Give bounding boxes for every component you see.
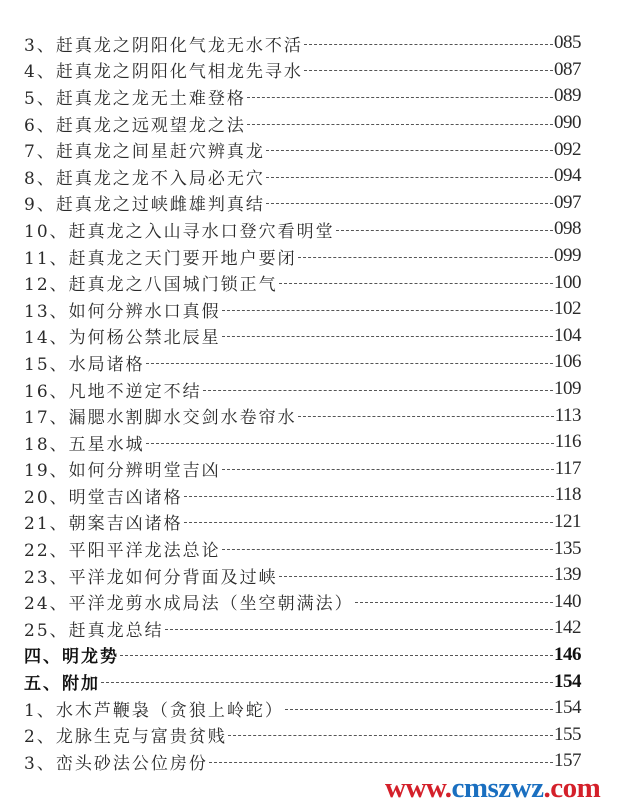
dot-leader [279, 283, 553, 284]
dot-leader [266, 177, 553, 178]
toc-entry [24, 216, 581, 243]
dot-leader [222, 549, 553, 550]
dot-leader [247, 124, 553, 125]
toc-entry [24, 349, 581, 376]
toc-entry-page: 109 [554, 378, 581, 400]
toc-entry-title: 3、赶真龙之阴阳化气龙无水不活 [24, 35, 303, 56]
toc-entry-page: 085 [554, 32, 581, 54]
toc-entry [24, 243, 581, 270]
toc-entry-title: 21、朝案吉凶诸格 [24, 514, 183, 535]
toc-entry [24, 376, 581, 403]
toc-entry [24, 642, 581, 669]
toc-entry-page: 146 [554, 643, 581, 665]
toc-entry-title: 9、赶真龙之过峡雌雄判真结 [24, 195, 265, 216]
toc-entry-page: 098 [554, 218, 581, 240]
toc-entry [24, 615, 581, 642]
toc-entry-title: 1、水木芦鞭袅（贪狼上岭蛇） [24, 700, 284, 721]
toc-entry-title: 7、赶真龙之间星赶穴辨真龙 [24, 142, 265, 163]
dot-leader [266, 203, 553, 204]
toc-entry-title: 2、龙脉生克与富贵贫贱 [24, 727, 227, 748]
toc-entry [24, 296, 581, 323]
dot-leader [120, 655, 553, 656]
dot-leader [165, 629, 553, 630]
dot-leader [304, 70, 553, 71]
toc-entry [24, 721, 581, 748]
toc-entry-title: 24、平洋龙剪水成局法（坐空朝满法） [24, 594, 354, 615]
toc-entry [24, 136, 581, 163]
dot-leader [266, 150, 553, 151]
toc-entry [24, 57, 581, 84]
toc-entry-page: 154 [554, 670, 581, 692]
toc-entry-title: 20、明堂吉凶诸格 [24, 487, 183, 508]
dot-leader [298, 257, 553, 258]
toc-entry [24, 668, 581, 695]
dot-leader [184, 496, 554, 497]
toc-entry-title: 四、明龙势 [24, 647, 119, 668]
dot-leader [228, 735, 553, 736]
toc-entry-title: 17、漏腮水割脚水交剑水卷帘水 [24, 408, 297, 429]
toc-entry-page: 087 [554, 58, 581, 80]
toc-entry [24, 323, 581, 350]
toc-entry-page: 094 [554, 165, 581, 187]
toc-entry [24, 190, 581, 217]
watermark-suffix: .com [543, 772, 601, 804]
toc-entry-page: 142 [554, 617, 581, 639]
toc-entry [24, 562, 581, 589]
toc-entry [24, 588, 581, 615]
toc-entry-title: 22、平阳平洋龙法总论 [24, 541, 221, 562]
toc-entry-page: 100 [554, 271, 581, 293]
dot-leader [285, 709, 553, 710]
dot-leader [279, 576, 553, 577]
toc-entry [24, 535, 581, 562]
toc-entry-title: 五、附加 [24, 674, 100, 695]
toc-entry-page: 104 [554, 324, 581, 346]
toc-entry-title: 14、为何杨公禁北辰星 [24, 328, 221, 349]
dot-leader [355, 602, 553, 603]
toc-entry-page: 099 [554, 245, 581, 267]
dot-leader [184, 522, 553, 523]
toc-entry-page: 154 [554, 697, 581, 719]
watermark-prefix: www. [385, 772, 452, 804]
dot-leader [101, 682, 553, 683]
toc-entry-title: 18、五星水城 [24, 434, 145, 455]
toc-entry-title: 13、如何分辨水口真假 [24, 301, 221, 322]
toc-entry-page: 117 [554, 457, 581, 479]
table-of-contents [24, 30, 581, 775]
toc-entry-title: 11、赶真龙之天门要开地户要闭 [24, 248, 297, 269]
toc-entry-page: 118 [554, 484, 581, 506]
dot-leader [209, 762, 553, 763]
toc-entry [24, 456, 581, 483]
toc-entry-title: 8、赶真龙之龙不入局必无穴 [24, 168, 265, 189]
toc-entry-title: 6、赶真龙之远观望龙之法 [24, 115, 246, 136]
dot-leader [222, 336, 553, 337]
toc-entry-title: 4、赶真龙之阴阳化气相龙先寻水 [24, 62, 303, 83]
dot-leader [203, 390, 553, 391]
toc-entry-page: 155 [554, 723, 581, 745]
toc-entry-title: 25、赶真龙总结 [24, 620, 164, 641]
watermark-name: cmszwz [451, 772, 544, 804]
dot-leader [247, 97, 553, 98]
toc-entry [24, 402, 581, 429]
dot-leader [222, 469, 554, 470]
toc-entry-page: 113 [554, 404, 581, 426]
toc-entry-page: 089 [554, 85, 581, 107]
toc-entry-title: 3、峦头砂法公位房份 [24, 753, 208, 774]
toc-entry [24, 509, 581, 536]
toc-entry [24, 429, 581, 456]
toc-entry-page: 121 [554, 510, 581, 532]
toc-entry-page: 102 [554, 298, 581, 320]
watermark [385, 772, 600, 805]
toc-entry [24, 748, 581, 775]
toc-entry-title: 16、凡地不逆定不结 [24, 381, 202, 402]
toc-entry-page: 116 [554, 431, 581, 453]
toc-entry [24, 83, 581, 110]
toc-entry-page: 139 [554, 564, 581, 586]
toc-entry [24, 30, 581, 57]
toc-entry-page: 140 [554, 590, 581, 612]
dot-leader [298, 416, 554, 417]
toc-entry-title: 23、平洋龙如何分背面及过峡 [24, 567, 278, 588]
toc-entry-page: 106 [554, 351, 581, 373]
toc-entry [24, 110, 581, 137]
toc-entry-title: 19、如何分辨明堂吉凶 [24, 461, 221, 482]
dot-leader [336, 230, 553, 231]
toc-entry-title: 15、水局诸格 [24, 354, 145, 375]
toc-entry-page: 135 [554, 537, 581, 559]
dot-leader [146, 443, 554, 444]
toc-entry [24, 482, 581, 509]
toc-entry-page: 157 [554, 750, 581, 772]
toc-entry-page: 097 [554, 191, 581, 213]
toc-entry [24, 695, 581, 722]
dot-leader [222, 310, 553, 311]
toc-entry-page: 090 [554, 112, 581, 134]
toc-entry [24, 269, 581, 296]
dot-leader [146, 363, 553, 364]
toc-entry-page: 092 [554, 138, 581, 160]
dot-leader [304, 44, 553, 45]
toc-entry-title: 10、赶真龙之入山寻水口登穴看明堂 [24, 221, 335, 242]
toc-entry-title: 5、赶真龙之龙无土难登格 [24, 88, 246, 109]
toc-entry [24, 163, 581, 190]
toc-entry-title: 12、赶真龙之八国城门锁正气 [24, 275, 278, 296]
